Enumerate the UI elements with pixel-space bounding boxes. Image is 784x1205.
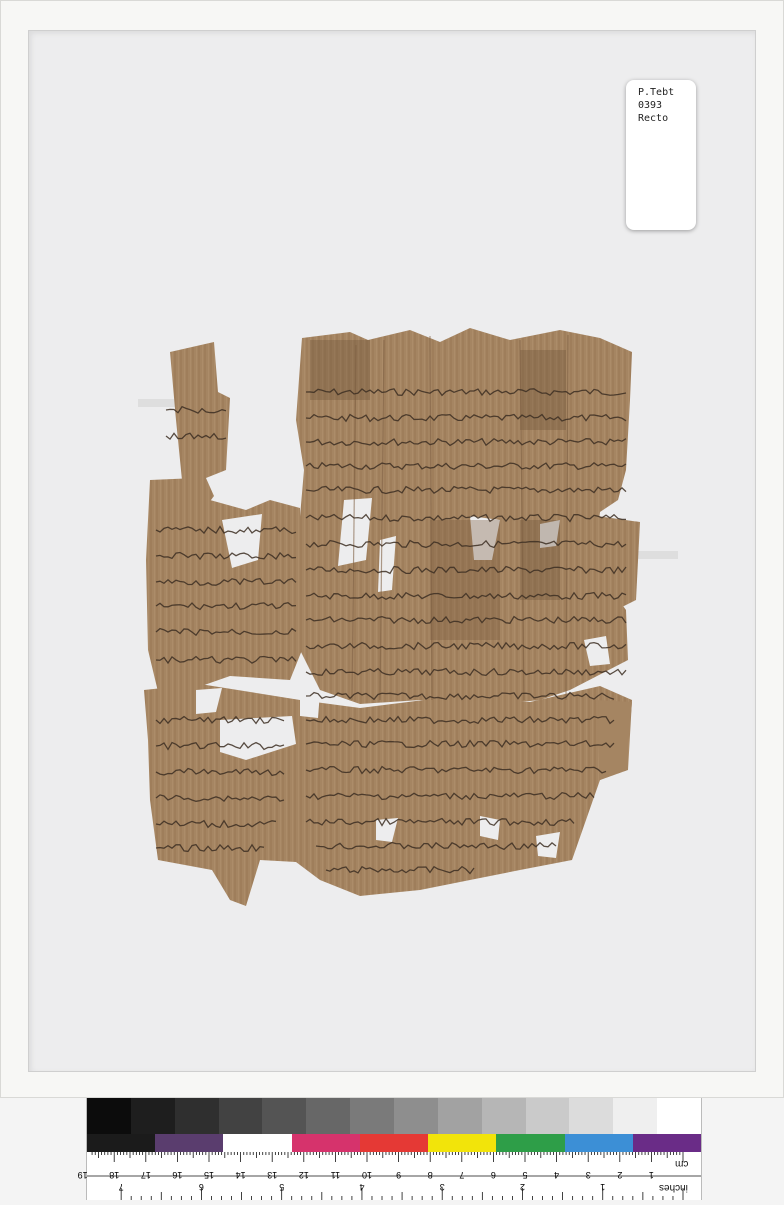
cm-number: 8 <box>427 1170 433 1180</box>
cm-number: 4 <box>554 1170 560 1180</box>
color-patch <box>428 1134 496 1152</box>
cm-number: 3 <box>585 1170 591 1180</box>
gray-patch <box>613 1098 657 1134</box>
color-patch <box>565 1134 633 1152</box>
cm-number: 14 <box>235 1170 246 1180</box>
cm-number: 13 <box>267 1170 278 1180</box>
measurement-ruler <box>77 1152 701 1200</box>
cm-number: 19 <box>77 1170 88 1180</box>
gray-patch <box>482 1098 526 1134</box>
cm-unit-label: cm <box>675 1158 689 1169</box>
gray-patch <box>262 1098 306 1134</box>
label-line-number: 0393 <box>638 100 663 111</box>
gray-patch <box>219 1098 263 1134</box>
gray-patch <box>175 1098 219 1134</box>
inch-number: 1 <box>600 1182 606 1192</box>
color-patch <box>155 1134 223 1152</box>
cm-number: 10 <box>361 1170 373 1180</box>
cm-number: 5 <box>522 1170 528 1180</box>
cm-number: 1 <box>648 1170 654 1180</box>
inch-number: 7 <box>118 1182 124 1192</box>
cm-number: 7 <box>459 1170 465 1180</box>
gray-patch <box>131 1098 175 1134</box>
gray-patch <box>87 1098 131 1134</box>
color-patch <box>87 1134 155 1152</box>
inch-unit-label: inches <box>659 1182 688 1193</box>
gray-patch <box>569 1098 613 1134</box>
inch-number: 6 <box>198 1182 204 1192</box>
label-line-side: Recto <box>638 113 669 124</box>
inch-number: 5 <box>279 1182 285 1192</box>
gray-patch <box>350 1098 394 1134</box>
color-patch <box>633 1134 701 1152</box>
inch-number: 4 <box>359 1182 365 1192</box>
cm-number: 12 <box>298 1170 309 1180</box>
cm-number: 9 <box>396 1170 402 1180</box>
gray-patch <box>394 1098 438 1134</box>
gray-patch <box>657 1098 701 1134</box>
color-patch <box>496 1134 564 1152</box>
ruler-ticks <box>77 1152 701 1200</box>
cm-number: 15 <box>203 1170 215 1180</box>
grayscale-patches <box>87 1098 701 1134</box>
cm-number: 18 <box>109 1170 120 1180</box>
cm-number: 11 <box>330 1170 341 1180</box>
cm-number: 16 <box>172 1170 183 1180</box>
color-patch <box>292 1134 360 1152</box>
cm-number: 17 <box>140 1170 151 1180</box>
label-line-collection: P.Tebt <box>638 87 675 98</box>
inch-number: 2 <box>519 1182 525 1192</box>
gray-patch <box>438 1098 482 1134</box>
inch-number: 3 <box>439 1182 445 1192</box>
color-patches <box>87 1134 701 1152</box>
gray-patch <box>526 1098 570 1134</box>
color-patch <box>223 1134 291 1152</box>
color-calibration-target <box>77 1098 702 1200</box>
color-patch <box>360 1134 428 1152</box>
gray-patch <box>306 1098 350 1134</box>
cm-number: 2 <box>617 1170 623 1180</box>
cm-number: 6 <box>490 1170 496 1180</box>
